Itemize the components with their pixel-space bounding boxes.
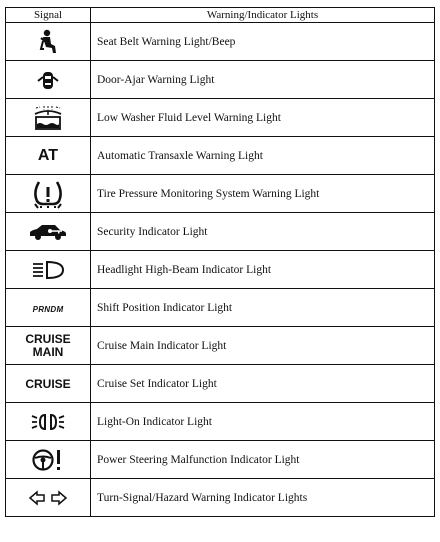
light-label: Headlight High-Beam Indicator Light: [91, 251, 435, 289]
table-row: [6, 441, 435, 479]
table-row: [6, 251, 435, 289]
light-label: Low Washer Fluid Level Warning Light: [91, 99, 435, 137]
table-row: [6, 99, 435, 137]
table-row: [6, 175, 435, 213]
light-label: Door-Ajar Warning Light: [91, 61, 435, 99]
security-car-key-icon: [6, 222, 90, 242]
table-row: [6, 137, 435, 175]
cruise-main-text-line1: CRUISE: [25, 331, 71, 346]
headlight-high-beam-icon: [6, 260, 90, 280]
tire-pressure-icon: [6, 179, 90, 209]
indicator-lights-table-container: [5, 7, 435, 517]
light-label: Automatic Transaxle Warning Light: [91, 137, 435, 175]
cruise-main-text-line2: MAIN: [32, 344, 64, 359]
power-steering-icon: [6, 447, 90, 473]
light-label: Cruise Main Indicator Light: [91, 327, 435, 365]
table-row: [6, 213, 435, 251]
light-label: Cruise Set Indicator Light: [91, 365, 435, 403]
light-label: Turn-Signal/Hazard Warning Indicator Lights: [91, 479, 435, 517]
table-row: [6, 403, 435, 441]
indicator-lights-table: [5, 7, 435, 517]
table-row: [6, 365, 435, 403]
at-icon: AT: [37, 146, 59, 164]
seat-belt-icon: [6, 29, 90, 55]
light-label: Security Indicator Light: [91, 213, 435, 251]
lights-column-header: Warning/Indicator Lights: [91, 8, 435, 23]
table-row: [6, 23, 435, 61]
signal-column-header: Signal: [6, 8, 91, 23]
shift-position-icon: PRNDM: [32, 304, 64, 314]
light-on-icon: [6, 412, 90, 432]
turn-signal-arrows-icon: [6, 489, 90, 507]
door-ajar-icon: [6, 68, 90, 92]
table-row: [6, 327, 435, 365]
light-label: Power Steering Malfunction Indicator Light: [91, 441, 435, 479]
table-row: [6, 61, 435, 99]
washer-fluid-icon: [6, 105, 90, 131]
cruise-set-icon: CRUISE: [25, 376, 71, 391]
light-label: Seat Belt Warning Light/Beep: [91, 23, 435, 61]
light-label: Tire Pressure Monitoring System Warning Light: [91, 175, 435, 213]
cruise-main-icon: [6, 333, 90, 358]
light-label: Light-On Indicator Light: [91, 403, 435, 441]
table-header-row: [6, 8, 435, 23]
table-row: [6, 289, 435, 327]
table-row: [6, 479, 435, 517]
light-label: Shift Position Indicator Light: [91, 289, 435, 327]
